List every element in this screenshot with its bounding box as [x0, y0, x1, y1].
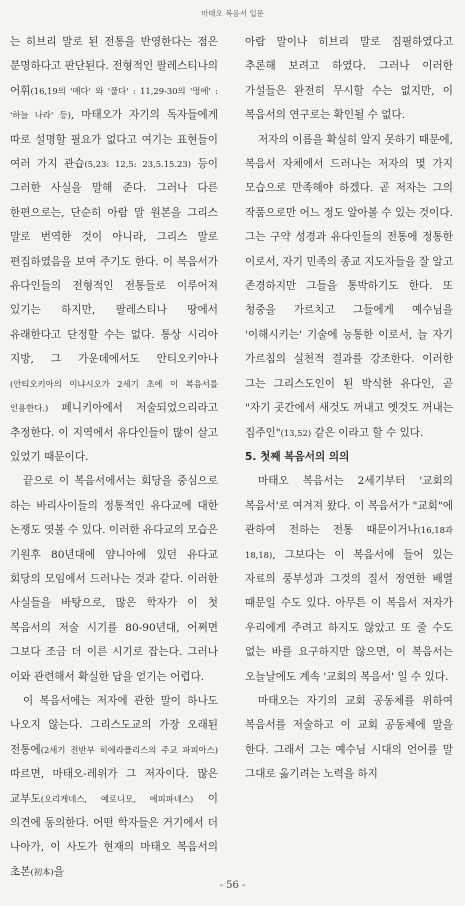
paragraph-text: , 마태오가 자기의 독자들에게 따로 설명할 필요가 없다고 여기는 표현들이 여러 가지 관습 — [10, 109, 218, 171]
paragraph-note: (初本) — [30, 866, 54, 877]
running-header: 마태오 복음서 입문 — [201, 9, 264, 18]
paragraph-7 — [245, 689, 453, 787]
paragraph-5 — [245, 128, 453, 445]
paragraph-text: 마태오는 자기의 교회 공동체를 위하여 복음서를 저술하고 이 교회 공동체에 말을 한다. 그래서 그는 예수님 시대의 언어를 말 그대로 옮기려는 노력을 하지 — [245, 694, 453, 781]
paragraph-text: 을 — [53, 865, 64, 878]
section-heading: 5. 첫째 복음서의 의의 — [245, 450, 350, 463]
paragraph-text: 같은 이라고 할 수 있다. — [311, 426, 424, 439]
paragraph-text: 마태오 복음서는 2세기부터 '교회의 복음서'로 여겨져 왔다. 이 복음서가 "교회"에 관하여 전하는 전통 때문이거나 — [245, 475, 453, 537]
paragraph-text: 따르면, 마태오-레위가 그 저자이다. 많은 교부도 — [10, 768, 218, 805]
paragraph-note: (5,23: 12,5: 23,5.15.23) — [84, 159, 191, 170]
paragraph-note: (2세기 전반부 히에라폴리스의 주교 파피아스) — [40, 744, 218, 755]
paragraph-6 — [245, 469, 453, 689]
left-column — [10, 30, 218, 884]
paragraph-text: 이 의견에 동의한다. 어떤 학자들은 거기에서 더 나아가, 이 사도가 현재의 마태오 복음서의 초본 — [10, 792, 218, 878]
paragraph-text: 이 복음서에는 저자에 관한 말이 하나도 나오지 않는다. 그리스도교의 가장 오래된 전통에 — [10, 694, 218, 756]
page-number: - 56 - — [219, 880, 246, 891]
paragraph-4 — [245, 30, 453, 128]
paragraph-text: 페니키아에서 저술되었으리라고 추정한다. 이 지역에서 유다인들이 많이 살고 있었기 때문이다. — [10, 402, 218, 463]
paragraph-text: 끝으로 이 복음서에서는 회당을 중심으로 하는 바리사이들의 정통적인 유다교에 대한 논쟁도 엿볼 수 있다. 이러한 유다교의 모습은 기원후 80년대에 얌니아에 있던 유다교 회당의 모임에서 드러나는 것과 같다. 이러한 사실들을 바탕으로, 많은 학자가 이 첫 복음서의 저술 시기를 80-90년대, 어쩌면 그보다 조금 더 이른 시기로 잡는다. 그러나 이와 관련해서 확실한 답을 얻기는 어렵다. — [10, 475, 218, 683]
paragraph-text: 저자의 이름을 확실히 알지 못하기 때문에, 복음서 자체에서 드러나는 저자의 몇 가지 모습으로 만족해야 하겠다. 곧 저자는 그의 작품으로만 어느 정도 알아볼 수 있는 것이다. 그는 구약 성경과 유다인들의 전통에 정통한 이로서, 자기 민족의 종교 지도자들을 잘 알고 존경하지만 그들을 통박하기도 한다. 또 청중을 가르치고 그들에게 예수님을 '이해시키는' 기술에 능통한 이로서, 늘 자기 가르침의 실천적 결과를 강조한다. 이러한 그는 그리스도인이 된 박식한 유다인, 곧 "자기 곳간에서 새것도 꺼내고 옛것도 꺼내는 집주인" — [245, 133, 453, 439]
paragraph-note: (오리게네스, 예로니모, 에피파네스) — [40, 793, 194, 804]
paragraph-2 — [10, 469, 218, 689]
paragraph-text: , 그보다는 이 복음서에 들어 있는 자료의 풍부성과 그것의 질서 정연한 배열 때문일 수도 있다. 아무튼 이 복음서 저자가 우리에게 주려고 하지도 않았고 또 줄 수도 없는 바를 요구하지만 않으면, 이 복음서는 오늘날에도 계속 '교회의 복음서' 일 수 있다. — [245, 548, 453, 683]
paragraph-note: (안티오키아의 이냐시오가 2세기 초에 이 복음서를 인용한다.) — [10, 378, 218, 414]
paragraph-3 — [10, 689, 218, 884]
paragraph-text: 등이 그러한 사실을 말해 준다. 그러나 다른 한편으로는, 단순히 아람 말 원본을 그리스 말로 번역한 것이 아니라, 그리스 말로 편집하였음을 보여 주기도 한다. 이 복음서가 유다인들의 전형적인 전통들로 이루어져 있기는 하지만, 팔레스티나 땅에서 유래한다고 단정할 수는 없다. 통상 시리아 지방, 그 가운데에서도 안티오키아나 — [10, 158, 218, 366]
paragraph-text: 는 히브리 말로 된 전통을 반영한다는 점은 분명하다고 판단된다. 전형적인 팔레스티나의 어휘 — [10, 36, 218, 97]
paragraph-note: (13,52) — [280, 427, 312, 438]
paragraph-1 — [10, 30, 218, 469]
paragraph-note: (16,19의 '매다' 와 '풀다' : 11,29-30의 '멍에' : '하늘 나라' 등) — [10, 85, 218, 121]
right-column — [245, 30, 453, 787]
paragraph-note: (16,18과 18,18) — [245, 525, 453, 560]
paragraph-text: 아람 말이나 히브리 말로 집필하였다고 추론해 보려고 하였다. 그러나 이러한 가설들은 완전히 무시할 수는 없지만, 이 복음서의 연구로는 확인될 수 없다. — [245, 36, 453, 122]
